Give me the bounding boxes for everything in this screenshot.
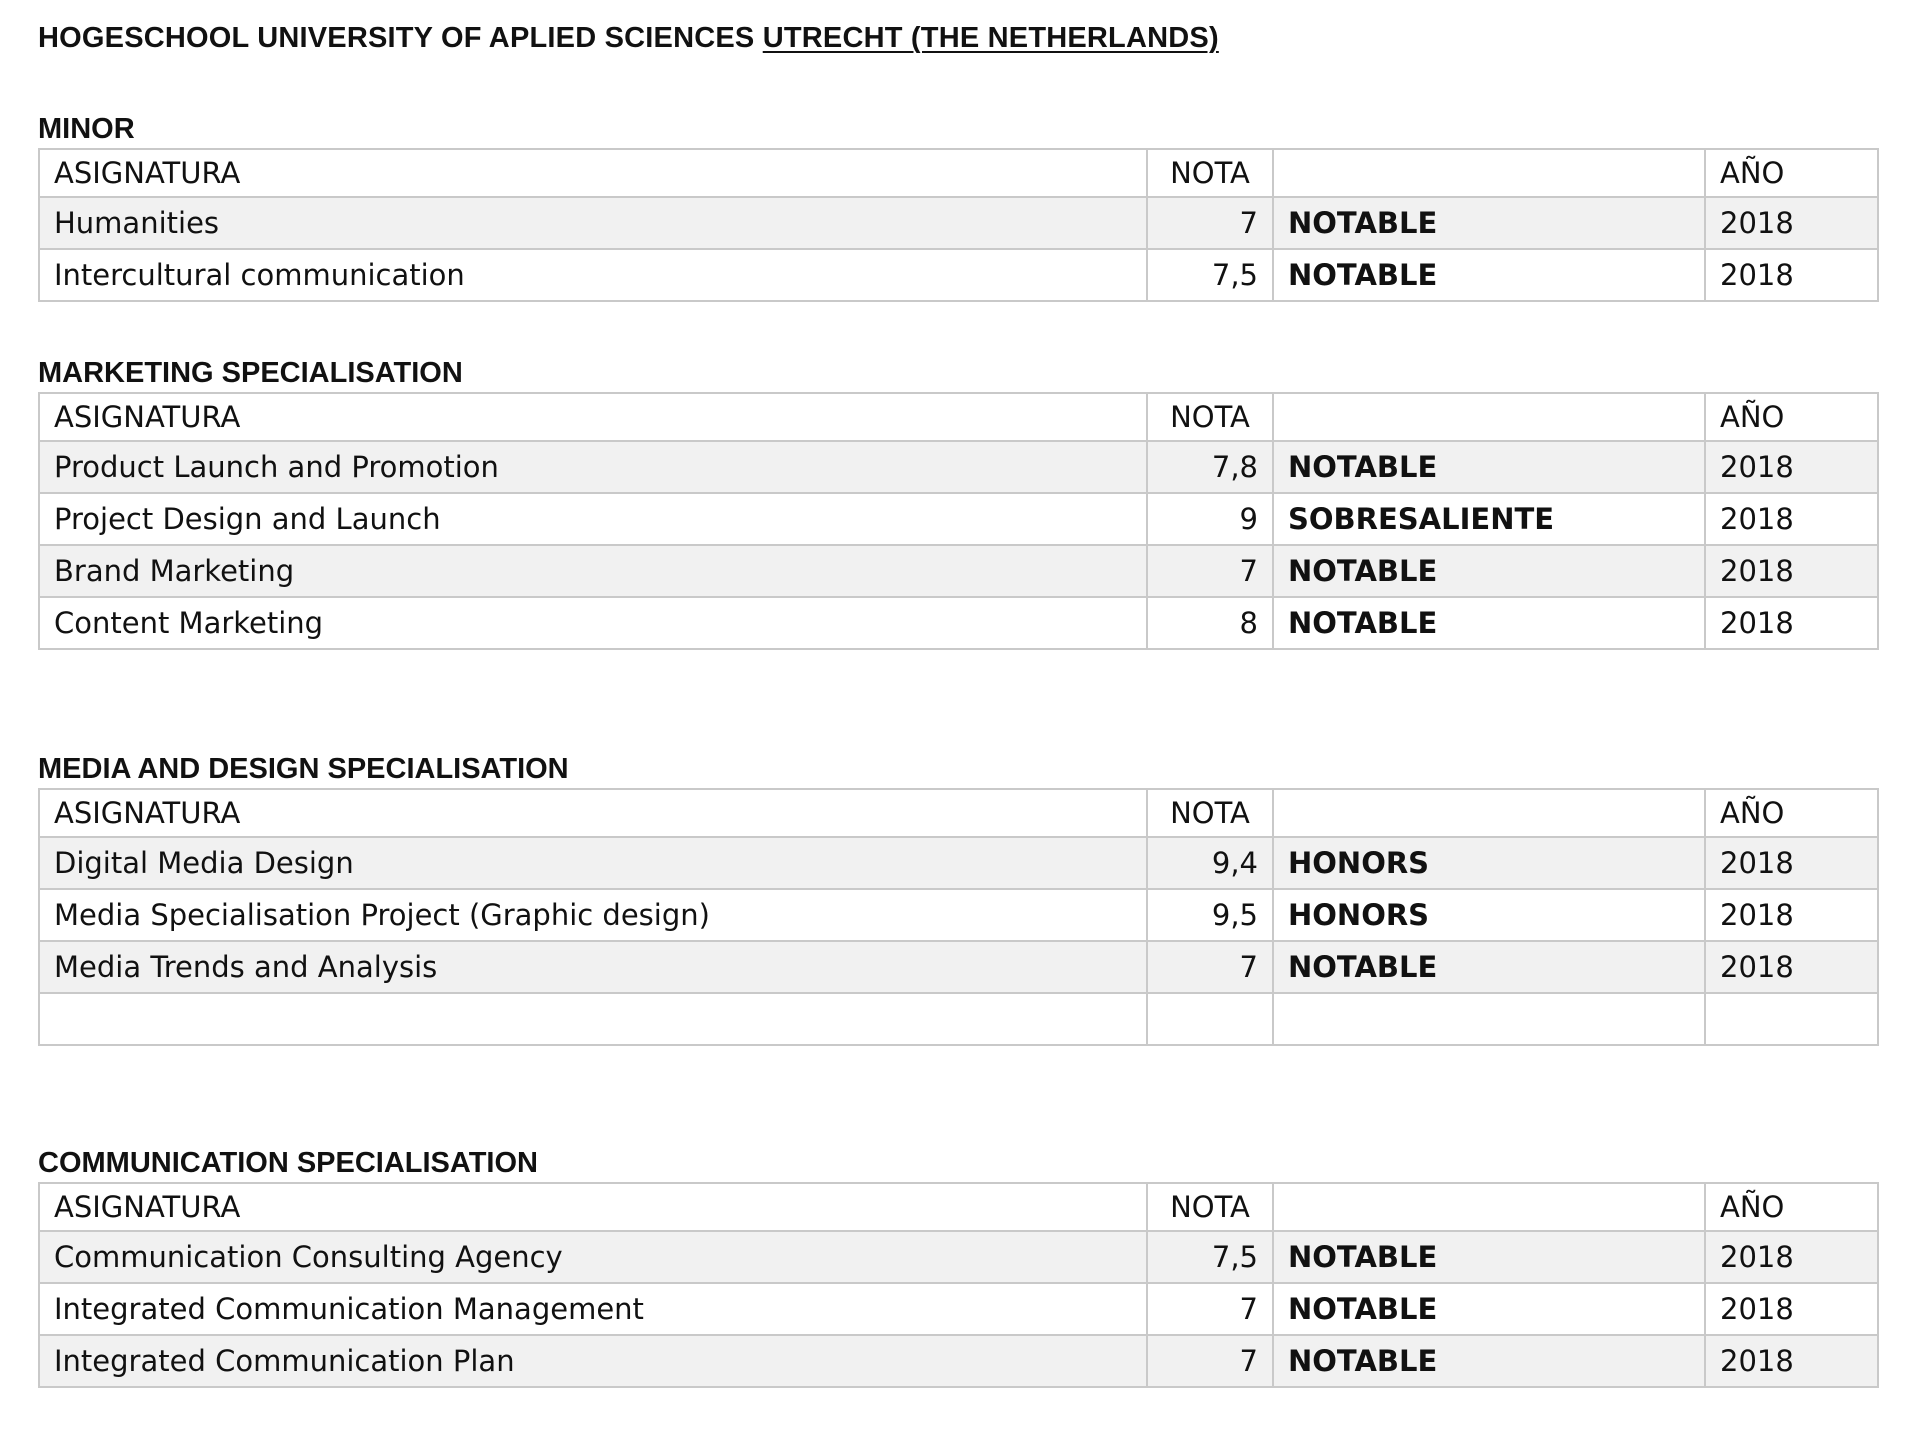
- year-cell: 2018: [1705, 1335, 1878, 1387]
- qualification-cell: NOTABLE: [1273, 1335, 1705, 1387]
- table-row: [39, 441, 1878, 493]
- grade-cell: 7,5: [1147, 249, 1273, 301]
- subject-cell: Humanities: [39, 197, 1147, 249]
- table-header-row: [39, 1183, 1878, 1231]
- subject-cell: Digital Media Design: [39, 837, 1147, 889]
- header-grade: NOTA: [1147, 393, 1273, 441]
- table-row: [39, 1335, 1878, 1387]
- year-cell: 2018: [1705, 941, 1878, 993]
- grades-table: [38, 392, 1879, 650]
- page-title: [38, 22, 1219, 55]
- grade-cell: 9,4: [1147, 837, 1273, 889]
- subject-cell: Intercultural communication: [39, 249, 1147, 301]
- header-year: AÑO: [1705, 1183, 1878, 1231]
- grade-cell: 9: [1147, 493, 1273, 545]
- table-row: [39, 1283, 1878, 1335]
- grade-cell: 7,5: [1147, 1231, 1273, 1283]
- qualification-cell: NOTABLE: [1273, 545, 1705, 597]
- grade-cell: 7,8: [1147, 441, 1273, 493]
- header-grade: NOTA: [1147, 1183, 1273, 1231]
- subject-cell: Project Design and Launch: [39, 493, 1147, 545]
- qualification-cell: HONORS: [1273, 889, 1705, 941]
- year-cell: 2018: [1705, 889, 1878, 941]
- header-qualification: [1273, 1183, 1705, 1231]
- year-cell: 2018: [1705, 197, 1878, 249]
- table-row: [39, 249, 1878, 301]
- grade-cell: 9,5: [1147, 889, 1273, 941]
- table-header-row: [39, 789, 1878, 837]
- year-cell: 2018: [1705, 441, 1878, 493]
- year-cell: 2018: [1705, 1231, 1878, 1283]
- grade-cell: 7: [1147, 545, 1273, 597]
- subject-cell: Product Launch and Promotion: [39, 441, 1147, 493]
- qualification-cell: SOBRESALIENTE: [1273, 493, 1705, 545]
- table-row: [39, 837, 1878, 889]
- subject-cell: [39, 993, 1147, 1045]
- subject-cell: Integrated Communication Plan: [39, 1335, 1147, 1387]
- section-heading: MINOR: [38, 113, 135, 145]
- grades-table: [38, 148, 1879, 302]
- title-prefix: HOGESCHOOL UNIVERSITY OF APLIED SCIENCES: [38, 22, 763, 54]
- grades-table: [38, 788, 1879, 1046]
- table-row: [39, 993, 1878, 1045]
- table-row: [39, 597, 1878, 649]
- table-row: [39, 1231, 1878, 1283]
- grade-cell: 7: [1147, 197, 1273, 249]
- year-cell: [1705, 993, 1878, 1045]
- section-communication: [38, 1144, 1873, 1388]
- qualification-cell: NOTABLE: [1273, 1283, 1705, 1335]
- header-subject: ASIGNATURA: [39, 149, 1147, 197]
- header-qualification: [1273, 789, 1705, 837]
- header-year: AÑO: [1705, 789, 1878, 837]
- subject-cell: Content Marketing: [39, 597, 1147, 649]
- header-subject: ASIGNATURA: [39, 393, 1147, 441]
- section-heading: COMMUNICATION SPECIALISATION: [38, 1147, 538, 1179]
- title-location: UTRECHT (THE NETHERLANDS): [762, 22, 1219, 54]
- year-cell: 2018: [1705, 493, 1878, 545]
- year-cell: 2018: [1705, 837, 1878, 889]
- year-cell: 2018: [1705, 597, 1878, 649]
- year-cell: 2018: [1705, 249, 1878, 301]
- subject-cell: Integrated Communication Management: [39, 1283, 1147, 1335]
- qualification-cell: NOTABLE: [1273, 197, 1705, 249]
- header-grade: NOTA: [1147, 149, 1273, 197]
- grades-table: [38, 1182, 1879, 1388]
- grade-cell: 7: [1147, 941, 1273, 993]
- grade-cell: 8: [1147, 597, 1273, 649]
- qualification-cell: [1273, 993, 1705, 1045]
- qualification-cell: NOTABLE: [1273, 249, 1705, 301]
- subject-cell: Brand Marketing: [39, 545, 1147, 597]
- qualification-cell: NOTABLE: [1273, 597, 1705, 649]
- table-header-row: [39, 393, 1878, 441]
- header-grade: NOTA: [1147, 789, 1273, 837]
- header-qualification: [1273, 149, 1705, 197]
- subject-cell: Communication Consulting Agency: [39, 1231, 1147, 1283]
- qualification-cell: NOTABLE: [1273, 441, 1705, 493]
- section-minor: [38, 110, 1873, 302]
- header-year: AÑO: [1705, 393, 1878, 441]
- table-row: [39, 197, 1878, 249]
- section-media-design: [38, 750, 1873, 1046]
- qualification-cell: NOTABLE: [1273, 1231, 1705, 1283]
- grade-cell: 7: [1147, 1335, 1273, 1387]
- grade-cell: 7: [1147, 1283, 1273, 1335]
- qualification-cell: HONORS: [1273, 837, 1705, 889]
- subject-cell: Media Trends and Analysis: [39, 941, 1147, 993]
- year-cell: 2018: [1705, 545, 1878, 597]
- subject-cell: Media Specialisation Project (Graphic design): [39, 889, 1147, 941]
- table-row: [39, 889, 1878, 941]
- table-header-row: [39, 149, 1878, 197]
- table-row: [39, 941, 1878, 993]
- section-marketing: [38, 354, 1873, 650]
- qualification-cell: NOTABLE: [1273, 941, 1705, 993]
- table-row: [39, 493, 1878, 545]
- section-heading: MARKETING SPECIALISATION: [38, 357, 463, 389]
- header-subject: ASIGNATURA: [39, 789, 1147, 837]
- header-qualification: [1273, 393, 1705, 441]
- year-cell: 2018: [1705, 1283, 1878, 1335]
- section-heading: MEDIA AND DESIGN SPECIALISATION: [38, 753, 569, 785]
- grade-cell: [1147, 993, 1273, 1045]
- table-row: [39, 545, 1878, 597]
- header-subject: ASIGNATURA: [39, 1183, 1147, 1231]
- header-year: AÑO: [1705, 149, 1878, 197]
